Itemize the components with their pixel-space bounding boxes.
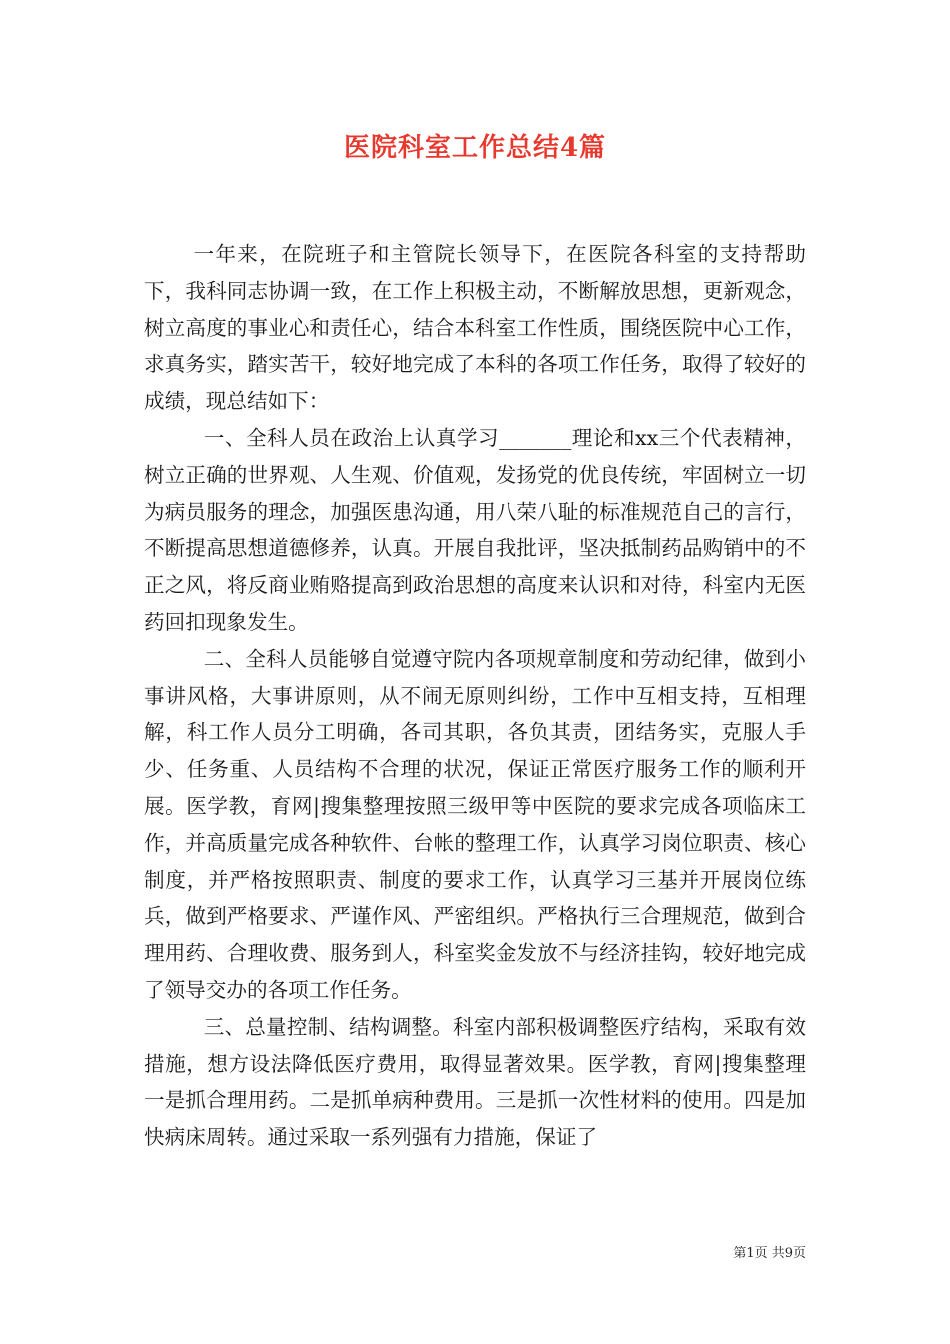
paragraph-intro: 一年来，在院班子和主管院长领导下，在医院各科室的支持帮助下，我科同志协调一致，在工作上积极主动，不断解放思想，更新观念，树立高度的事业心和责任心，结合本科室工作性质，围绕医院中心工作，求真务实，踏实苦干，较好地完成了本科的各项工作任务，取得了较好的成绩，现总结如下： [144,242,806,414]
document-body [144,236,806,1156]
paragraph-section-2: 二、全科人员能够自觉遵守院内各项规章制度和劳动纪律，做到小事讲风格，大事讲原则，从不闹无原则纠纷，工作中互相支持，互相理解，科工作人员分工明确，各司其职，各负其责，团结务实，克服人手少、任务重、人员结构不合理的状况，保证正常医疗服务工作的顺利开展。医学教，育网|搜集整理按照三级甲等中医院的要求完成各项临床工作，并高质量完成各种软件、台帐的整理工作，认真学习岗位职责、核心制度，并严格按照职责、制度的要求工作，认真学习三基并开展岗位练兵，做到严格要求、严谨作风、严密组织。严格执行三合理规范，做到合理用药、合理收费、服务到人，科室奖金发放不与经济挂钩，较好地完成了领导交办的各项工作任务。 [144,646,806,1002]
document-title: 医院科室工作总结4篇 [343,133,607,163]
paragraph-section-3: 三、总量控制、结构调整。科室内部积极调整医疗结构，采取有效措施，想方设法降低医疗费用，取得显著效果。医学教，育网|搜集整理一是抓合理用药。二是抓单病种费用。三是抓一次性材料的使用。四是加快病床周转。通过采取一系列强有力措施，保证了 [144,1014,806,1150]
page-number: 第1页 共9页 [733,1246,806,1261]
paragraph-section-1: 一、全科人员在政治上认真学习_______理论和xx三个代表精神，树立正确的世界观、人生观、价值观，发扬党的优良传统，牢固树立一切为病员服务的理念，加强医患沟通，用八荣八耻的标准规范自己的言行，不断提高思想道德修养，认真。开展自我批评，坚决抵制药品购销中的不正之风，将反商业贿赂提高到政治思想的高度来认识和对待，科室内无医药回扣现象发生。 [144,425,806,634]
